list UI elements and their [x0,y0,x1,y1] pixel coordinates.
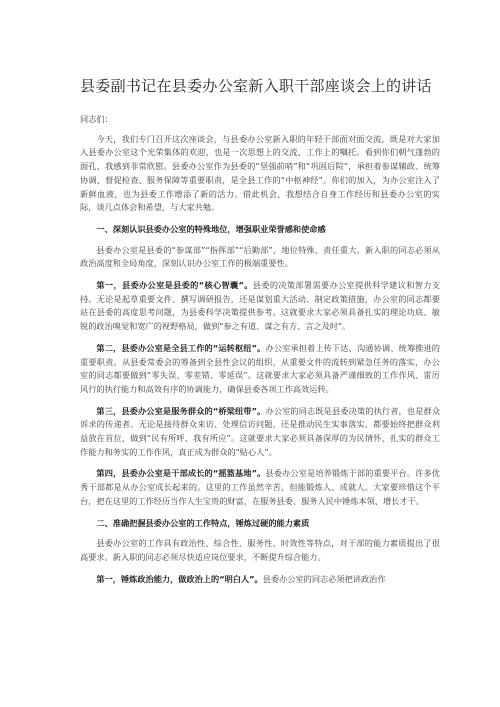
greeting: 同志们： [80,114,113,124]
point-1-lead: 第一，县委办公室是县委的“核心智囊”。 [96,280,253,291]
point-2-body: 办公室承担着上传下达、沟通协调、统筹推进的重要职责。从县委常委会的筹备到全县性会议的组织，从重要文件的流转到紧急任务的落实，办公室的同志都要做到“零失误、零差错、零延误”。这就要求大家必须具备严谨细致的工作作风、雷厉风行的执行能力和高效有序的协调能力，确保县委各项工作高效运转。 [80,342,440,394]
section1-point-3 [80,405,440,460]
point-3-lead: 第三，县委办公室是服务群众的“桥梁纽带”。 [96,405,266,416]
section-heading-1: 一、深刻认识县委办公室的特殊地位，增强职业荣誉感和使命感 [96,223,326,234]
point-5-body: 县委办公室的同志必须把讲政治作 [262,573,386,584]
section-heading-2: 二、准确把握县委办公室的工作特点，锤炼过硬的能力素质 [96,517,310,528]
point-5-lead: 第一，锤炼政治能力，做政治上的“明白人”。 [96,573,263,584]
point-3-body: 办公室的同志既是县委决策的执行者，也是群众诉求的传递者。无论是接待群众来访、处理信访问题，还是推动民生实事落实，都要始终把群众利益放在首位，做到“民有所呼、我有所应”。这就要求大家必须具备深厚的为民情怀、扎实的群众工作能力和务实的工作作风，真正成为群众的“贴心人”。 [80,405,440,457]
point-1-body: 县委的决策部署需要办公室提供科学建议和智力支持。无论是起草重要文件、撰写调研报告，还是谋划重大活动、制定政策措施，办公室的同志都要站在县委的高度思考问题，为县委科学决策提供参考。这就要求大家必须具备扎实的理论功底、敏锐的政治嗅觉和宽广的视野格局，做到“参之有道、谋之有方、言之及时”。 [80,280,440,332]
point-4-body: 县委办公室是培养锻炼干部的重要平台。许多优秀干部都是从办公室成长起来的。这里的工作虽然辛苦，但能锻炼人、成就人。大家要珍惜这个平台，把在这里的工作经历当作人生宝贵的财富，在服务县委、服务人民中锤炼本领、增长才干。 [80,468,440,506]
intro-paragraph: 今天，我们专门召开这次座谈会，与县委办公室新入职的年轻干部面对面交流，既是对大家加入县委办公室这个光荣集体的欢迎，也是一次思想上的交流、工作上的嘱托。看到你们朝气蓬勃的面孔，我感到非常欣慰。县委办公室作为县委的“坚强前哨”和“巩固后院”，承担着参谋辅政、统筹协调、督促检查、服务保障等重要职责，是全县工作的“中枢神经”。你们的加入，为办公室注入了新鲜血液，也为县委工作增添了新的活力。借此机会，我想结合自身工作经历和县委办公室的实际，谈几点体会和希望，与大家共勉。 [80,133,440,213]
point-4-lead: 第四，县委办公室是干部成长的“摇篮基地”。 [96,468,266,479]
section2-point-1 [80,573,440,587]
section1-point-4 [80,467,440,508]
point-2-lead: 第二，县委办公室是全县工作的“运转枢纽”。 [96,342,266,353]
section1-intro-paragraph: 县委办公室是县委的“参谋部”“指挥部”“后勤部”，地位特殊、责任重大。新入职的同志必须从政治高度和全局角度，深刻认识办公室工作的极端重要性。 [80,244,440,269]
section1-point-1 [80,279,440,334]
section1-point-2 [80,342,440,397]
section2-intro-paragraph: 县委办公室的工作具有政治性、综合性、服务性、时效性等特点，对干部的能力素质提出了很高要求。新入职的同志必须尽快适应岗位要求，不断提升综合能力。 [80,538,440,562]
document-title: 县委副书记在县委办公室新入职干部座谈会上的讲话 [80,77,432,95]
